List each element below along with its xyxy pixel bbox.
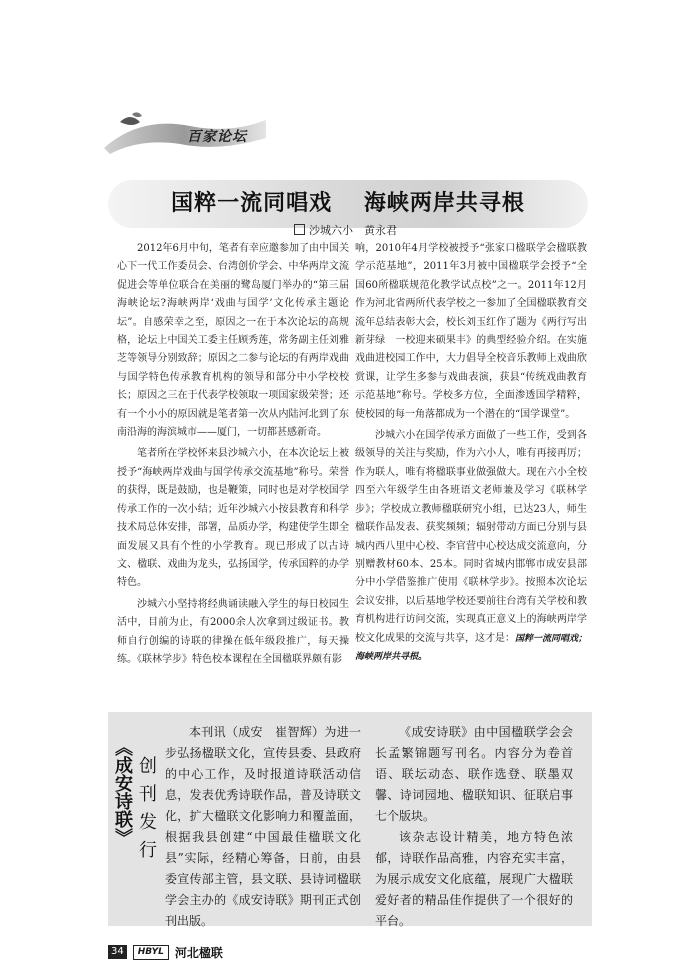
- article-column-right: [355, 240, 587, 669]
- vertical-title-text: 《成安诗联》: [112, 738, 133, 846]
- closing-phrase: 国粹一流同唱戏；海峡两岸共寻根。: [355, 633, 588, 662]
- paragraph: [355, 427, 587, 666]
- journal-abbreviation: HBYL: [133, 945, 169, 960]
- vertical-subtitle-text: 创刊发行: [136, 756, 157, 868]
- byline-text: 沙城六小 黄永君: [309, 224, 397, 237]
- paragraph: 《成安诗联》由中国楹联学会会长孟繁锦题写刊名。内容分为卷首语、联坛动态、联作选登、联墨双馨、诗词园地、楹联知识、征联启事七个版块。: [375, 725, 573, 823]
- article-title: 国粹一流同唱戏 海峡两岸共寻根: [171, 190, 525, 216]
- paragraph: 2012年6月中旬，笔者有幸应邀参加了由中国关心下一代工作委员会、台湾创价学会、中华两岸文流促进会等单位联合在美丽的鹭岛厦门举办的“第三届海峡论坛?海峡两岸‘戏曲与国学’文化传承主题论坛”。自感荣幸之至，原因之一在于本次论坛的高规格，论坛上中国关工委主任顾秀莲，常务副主任刘雅芝等领导分别致辞；原因之二参与论坛的有两岸戏曲与国学特色传承教育机构的领导和部分中小学校校长；原因之三在于代表学校领取一项国家级荣誉；还有一个小小的原因就是笔者第一次从内陆河北到了东南沿海的海滨城市——厦门，一切都甚感新奇。: [117, 243, 349, 439]
- byline: [294, 222, 397, 238]
- page-number: 34: [108, 945, 127, 959]
- paragraph: 本刊讯（成安 崔智辉）为进一步弘扬楹联文化，宣传县委、县政府的中心工作，及时报道诗联活动信息，发表优秀诗联作品，普及诗联文化，扩大楹联文化影响力和覆盖面，根据我县创建“中国最佳楹联文化县”实际，经精心筹备，日前，由县委宣传部主管，县文联、县诗词楹联学会主办的《成安诗联》期刊正式创刊出版。: [165, 725, 361, 928]
- article-column-left: [117, 240, 349, 672]
- announcement-vertical-title: [112, 738, 134, 846]
- paragraph: 该杂志设计精美，地方特色浓郁，诗联作品高雅，内容充实丰富，为展示成安文化底蕴，展现广大楹联爱好者的精品佳作提供了一个很好的平台。: [375, 830, 573, 928]
- paragraph: 笔者所在学校怀来县沙城六小，在本次论坛上被授予“海峡两岸戏曲与国学传承交流基地”称号。荣誉的获得，既是鼓励，也是鞭策，同时也是对学校国学传承工作的一次小结；近年沙城六小按县教育和科学技术局总体安排，部署，品质办学，构建使学生即全面发展又具有个性的小学教育。现已形成了以古诗文、楹联、戏曲为龙头，弘扬国学，传承国粹的办学特色。: [117, 448, 349, 589]
- byline-box-icon: [294, 224, 305, 235]
- paragraph: 沙城六小坚持将经典诵读融入学生的每日校园生活中，目前为止，有2000余人次拿到过级证书。教师自行创编的诗联的律操在低年级段推广，每天操练。《联林学步》特色校本课程在全国楹联界颇有影: [117, 598, 349, 665]
- announcement-column-right: [375, 722, 573, 932]
- announcement-column-left: [165, 722, 361, 932]
- journal-name: 河北楹联: [174, 945, 223, 960]
- paragraph-text: 沙城六小在国学传承方面做了一些工作，受到各级领导的关注与奖励，作为六小人，唯有再接再厉；作为联人，唯有将楹联事业做强做大。现在六小全校四至六年级学生由各班语文老师兼及学习《联林学步》；学校成立教师楹联研究小组，已达23人，师生楹联作品发表、获奖频频；辐射带动方面已分别与县城内西八里中心校、李官营中心校达成交流意向，分别赠教材60本、25本。同时省城内邯郸市成安县部分中小学借鉴推广使用《联林学步》。按照本次论坛会议安排，以后基地学校还要前往台湾有关学校和教育机构进行访问交流，实现真正意义上的海峡两岸学校文化成果的交流与共享，这才是：: [355, 430, 587, 644]
- announcement-vertical-subtitle: [136, 756, 158, 868]
- paragraph: 响，2010年4月学校被授予“张家口楹联学会楹联教学示范基地”，2011年3月被中国楹联学会授予“全国60所楹联规范化教学试点校”之一。2011年12月作为河北省两所代表学校之一参加了全国楹联教育交流年总结表彰大会，校长刘玉红作了题为《两行写出新芽绿 一校迎来硕果丰》的典型经验介绍。在实施戏曲进校园工作中，大力倡导全校音乐教师上戏曲欣赏课，让学生多参与戏曲表演，获县“传统戏曲教育示范基地”称号。学校多方位，全面渗透国学精粹，使校园的每一角落都成为一个潜在的“国学课堂”。: [355, 243, 587, 420]
- section-label: 百家论坛: [187, 129, 247, 145]
- page-footer: [108, 944, 223, 960]
